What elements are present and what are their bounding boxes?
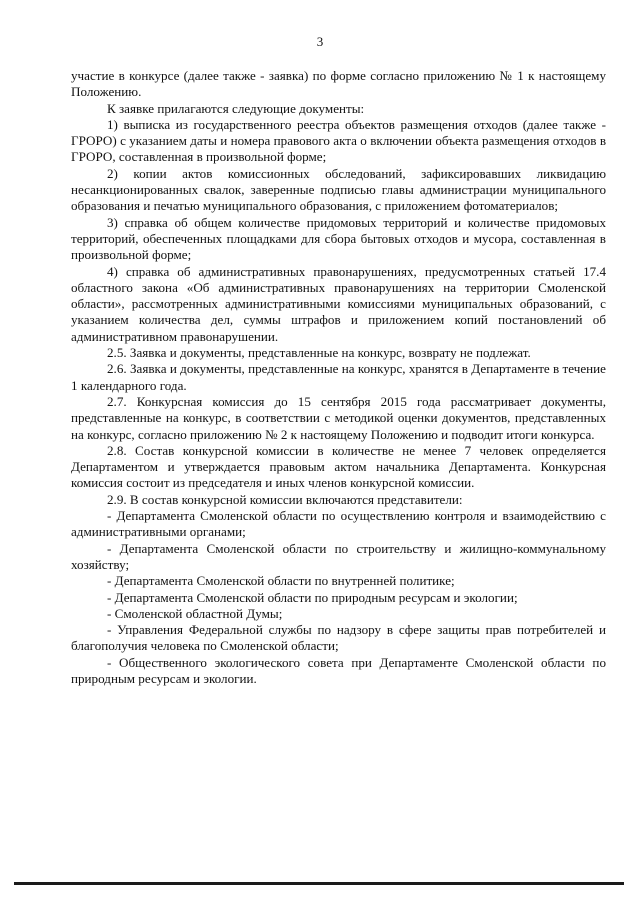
list-item: - Управления Федеральной службы по надзору в сфере защиты прав потребителей и благополучия человека по Смоленской области;	[71, 622, 606, 654]
paragraph: 3) справка об общем количестве придомовых территорий и количестве придомовых территорий, обеспеченных площадками для сбора бытовых отходов и мусора, составленная в произвольной форме;	[71, 214, 606, 263]
paragraph: 4) справка об административных правонарушениях, предусмотренных статьей 17.4 областного закона «Об административных правонарушениях на территории Смоленской области», рассмотренных административными комиссиями муниципальных образований, с указанием количества дел, суммы штрафов и приложением копий постановлений об административном правонарушении.	[71, 263, 606, 344]
paragraph: участие в конкурсе (далее также - заявка) по форме согласно приложению № 1 к настоящему Положению.	[71, 68, 606, 100]
bottom-border-line	[14, 882, 624, 885]
paragraph: 2.9. В состав конкурсной комиссии включаются представители:	[107, 491, 463, 507]
paragraph: 1) выписка из государственного реестра объектов размещения отходов (далее также - ГРОРО) с указанием даты и номера правового акта о включении объекта размещения отходов в ГРОРО, составленная в произвольной форме;	[71, 116, 606, 165]
list-item: - Департамента Смоленской области по строительству и жилищно-коммунальному хозяйству;	[71, 540, 606, 572]
paragraph: 2.8. Состав конкурсной комиссии в количестве не менее 7 человек определяется Департаментом и утверждается правовым актом начальника Департамента. Конкурсная комиссия состоит из председателя и иных членов конкурсной комиссии.	[71, 442, 606, 491]
paragraph: 2.6. Заявка и документы, представленные на конкурс, хранятся в Департаменте в течение 1 календарного года.	[71, 361, 606, 393]
document-body	[71, 68, 606, 687]
list-item: - Департамента Смоленской области по внутренней политике;	[107, 573, 455, 589]
paragraph: 2.7. Конкурсная комиссия до 15 сентября 2015 года рассматривает документы, представленные на конкурс, в соответствии с методикой оценки документов, представленных на конкурс, согласно приложению № 2 к настоящему Положению и подводит итоги конкурса.	[71, 393, 606, 442]
list-item: - Общественного экологического совета при Департаменте Смоленской области по природным ресурсам и экологии.	[71, 654, 606, 686]
paragraph: 2.5. Заявка и документы, представленные на конкурс, возврату не подлежат.	[107, 345, 531, 361]
list-item: - Департамента Смоленской области по природным ресурсам и экологии;	[107, 589, 518, 605]
list-item: - Смоленской областной Думы;	[107, 605, 283, 621]
paragraph: 2) копии актов комиссионных обследований, зафиксировавших ликвидацию несанкционированных свалок, заверенные подписью главы администрации муниципального образования и печатью муниципального образования, с приложением фотоматериалов;	[71, 165, 606, 214]
list-item: - Департамента Смоленской области по осуществлению контроля и взаимодействию с административными органами;	[71, 508, 606, 540]
paragraph: К заявке прилагаются следующие документы:	[107, 100, 365, 116]
page-number: 3	[316, 34, 324, 49]
